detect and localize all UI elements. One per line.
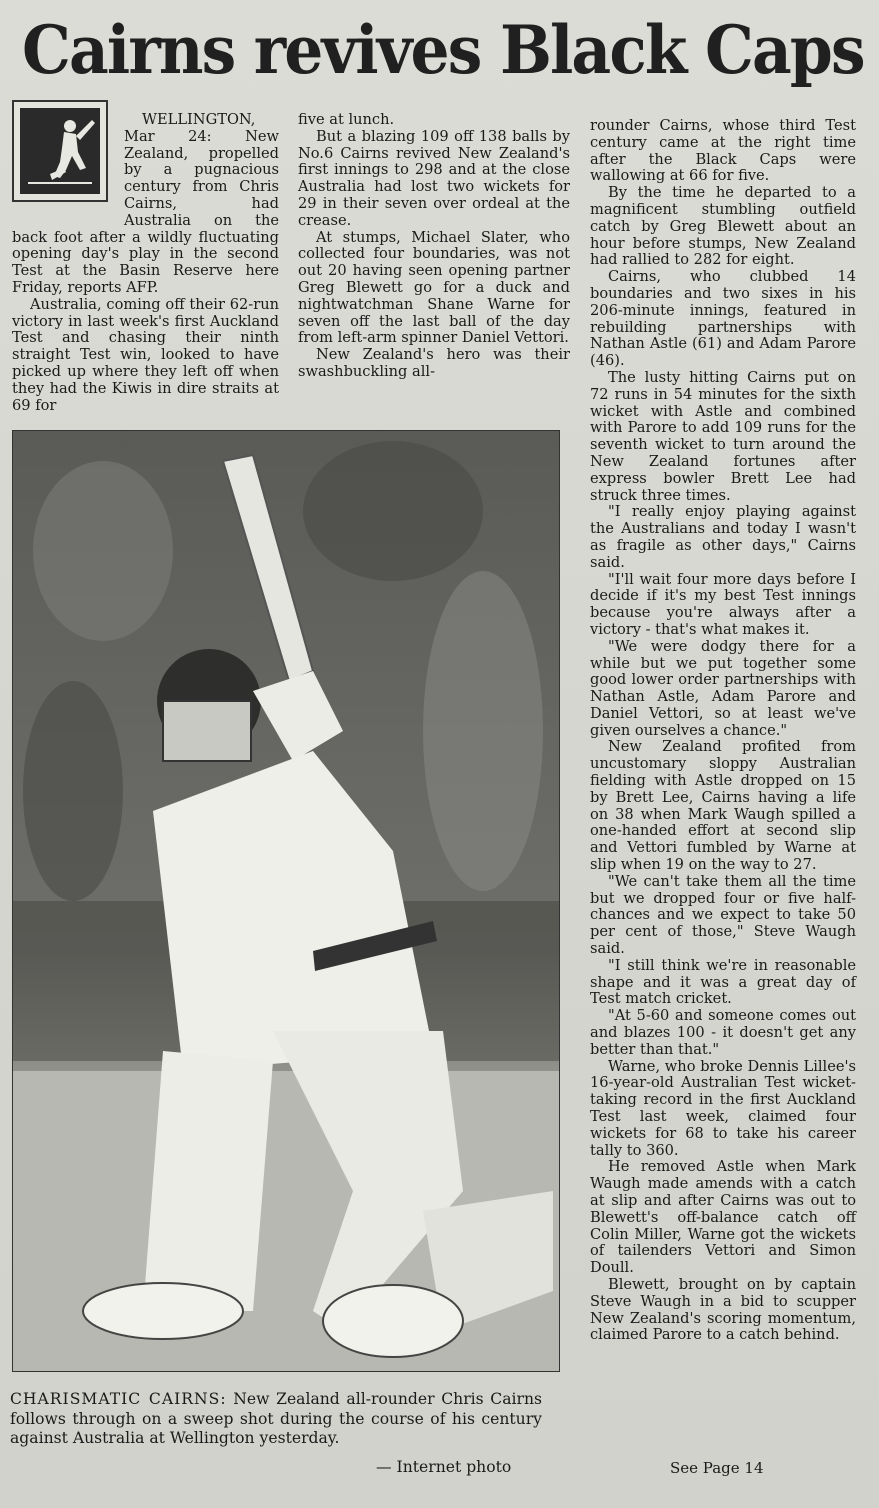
article-column-1 xyxy=(12,112,279,414)
paragraph: rounder Cairns, whose third Test century came at the right time after the Black Caps were wallowing at 66 for five. xyxy=(590,117,856,185)
cricket-batsman-photo xyxy=(12,430,560,1372)
paragraph: The lusty hitting Cairns put on 72 runs in 54 minutes for the sixth wicket with Astle and combined with Parore to add 109 runs for the seventh wicket to turn around the New Zealand fortunes after express bowler Brett Lee had struck three times. xyxy=(590,368,856,504)
paragraph: "At 5-60 and someone comes out and blazes 100 - it doesn't get any better than that." xyxy=(590,1007,856,1058)
paragraph: He removed Astle when Mark Waugh made amends with a catch at slip and after Cairns was out to Blewett's off-balance catch off Colin Miller, Warne got the wickets of tailenders Vettori and Simon Doull. xyxy=(590,1158,856,1277)
caption-lead: CHARISMATIC CAIRNS: xyxy=(10,1390,227,1408)
paragraph: Cairns, who clubbed 14 boundaries and two sixes in his 206-minute innings, featured in rebuilding partnerships with Nathan Astle (61) and Adam Parore (46). xyxy=(590,268,856,370)
paragraph: New Zealand profited from uncustomary sloppy Australian fielding with Astle dropped on 15 by Brett Lee, Cairns having a life on 38 when Mark Waugh spilled a one-handed effort at second slip and Vettori fumbled by Warne at slip when 19 on the way to 27. xyxy=(590,738,856,874)
paragraph: "We were dodgy there for a while but we put together some good lower order partnerships with Nathan Astle, Adam Parore and Daniel Vettori, so at least we've given ourselves a chance." xyxy=(590,637,856,739)
photo-caption xyxy=(10,1390,542,1449)
paragraph: Warne, who broke Dennis Lillee's 16-year-old Australian Test wicket-taking record in the first Auckland Test last week, claimed four wickets for 68 to take his career tally to 360. xyxy=(590,1057,856,1159)
photo-credit: — Internet photo xyxy=(376,1458,512,1476)
article-column-3 xyxy=(590,118,856,1344)
caption-text: New Zealand all-rounder Chris Cairns follows through on a sweep shot during the course of his century against Australia at Wellington yesterday. xyxy=(10,1390,542,1448)
headline: Cairns revives Black Caps xyxy=(22,11,864,89)
paragraph: "I still think we're in reasonable shape and it was a great day of Test match cricket. xyxy=(590,956,856,1008)
paragraph-text: New Zealand, propelled by a pugnacious century from Chris Cairns, had Australia on the back foot after a wildly fluctuating opening day's play in the second Test at the Basin Reserve here Friday, reports AFP. xyxy=(12,127,280,296)
paragraph: Blewett, brought on by captain Steve Waugh in a bid to scupper New Zealand's scoring momentum, claimed Parore to a catch behind. xyxy=(590,1275,856,1344)
paragraph: "I really enjoy playing against the Australians and today I wasn't as fragile as other days," Cairns said. xyxy=(590,503,856,571)
paragraph: New Zealand's hero was their swashbuckling all- xyxy=(298,346,570,380)
continued-reference: See Page 14 xyxy=(670,1459,764,1477)
paragraph: "I'll wait four more days before I decide if it's my best Test innings because you're always after a victory - that's what makes it. xyxy=(590,570,856,638)
paragraph: "We can't take them all the time but we dropped four or five half-chances and we expect to take 50 per cent of those," Steve Waugh said. xyxy=(590,872,856,958)
paragraph: But a blazing 109 off 138 balls by No.6 Cairns revived New Zealand's first innings to 298 and at the close Australia had lost two wickets for 29 in their seven over ordeal at the crease. xyxy=(298,127,570,229)
paragraph: By the time he departed to a magnificent stumbling outfield catch by Greg Blewett about an hour before stumps, New Zealand had rallied to 282 for eight. xyxy=(590,184,856,269)
logo-wrap-space xyxy=(12,112,124,220)
article-column-2 xyxy=(298,112,570,381)
paragraph: Australia, coming off their 62-run victory in last week's first Auckland Test and chasing their ninth straight Test win, looked to have picked up where they left off when they had the Kiwis in dire straits at 69 for xyxy=(12,295,279,414)
dateline: WELLINGTON, Mar 24: xyxy=(124,111,256,145)
paragraph: At stumps, Michael Slater, who collected four boundaries, was not out 20 having seen opening partner Greg Blewett go for a duck and nightwatchman Shane Warne for seven off the last ball of the day from left-arm spinner Daniel Vettori. xyxy=(298,228,570,347)
paragraph: five at lunch. xyxy=(298,111,395,128)
